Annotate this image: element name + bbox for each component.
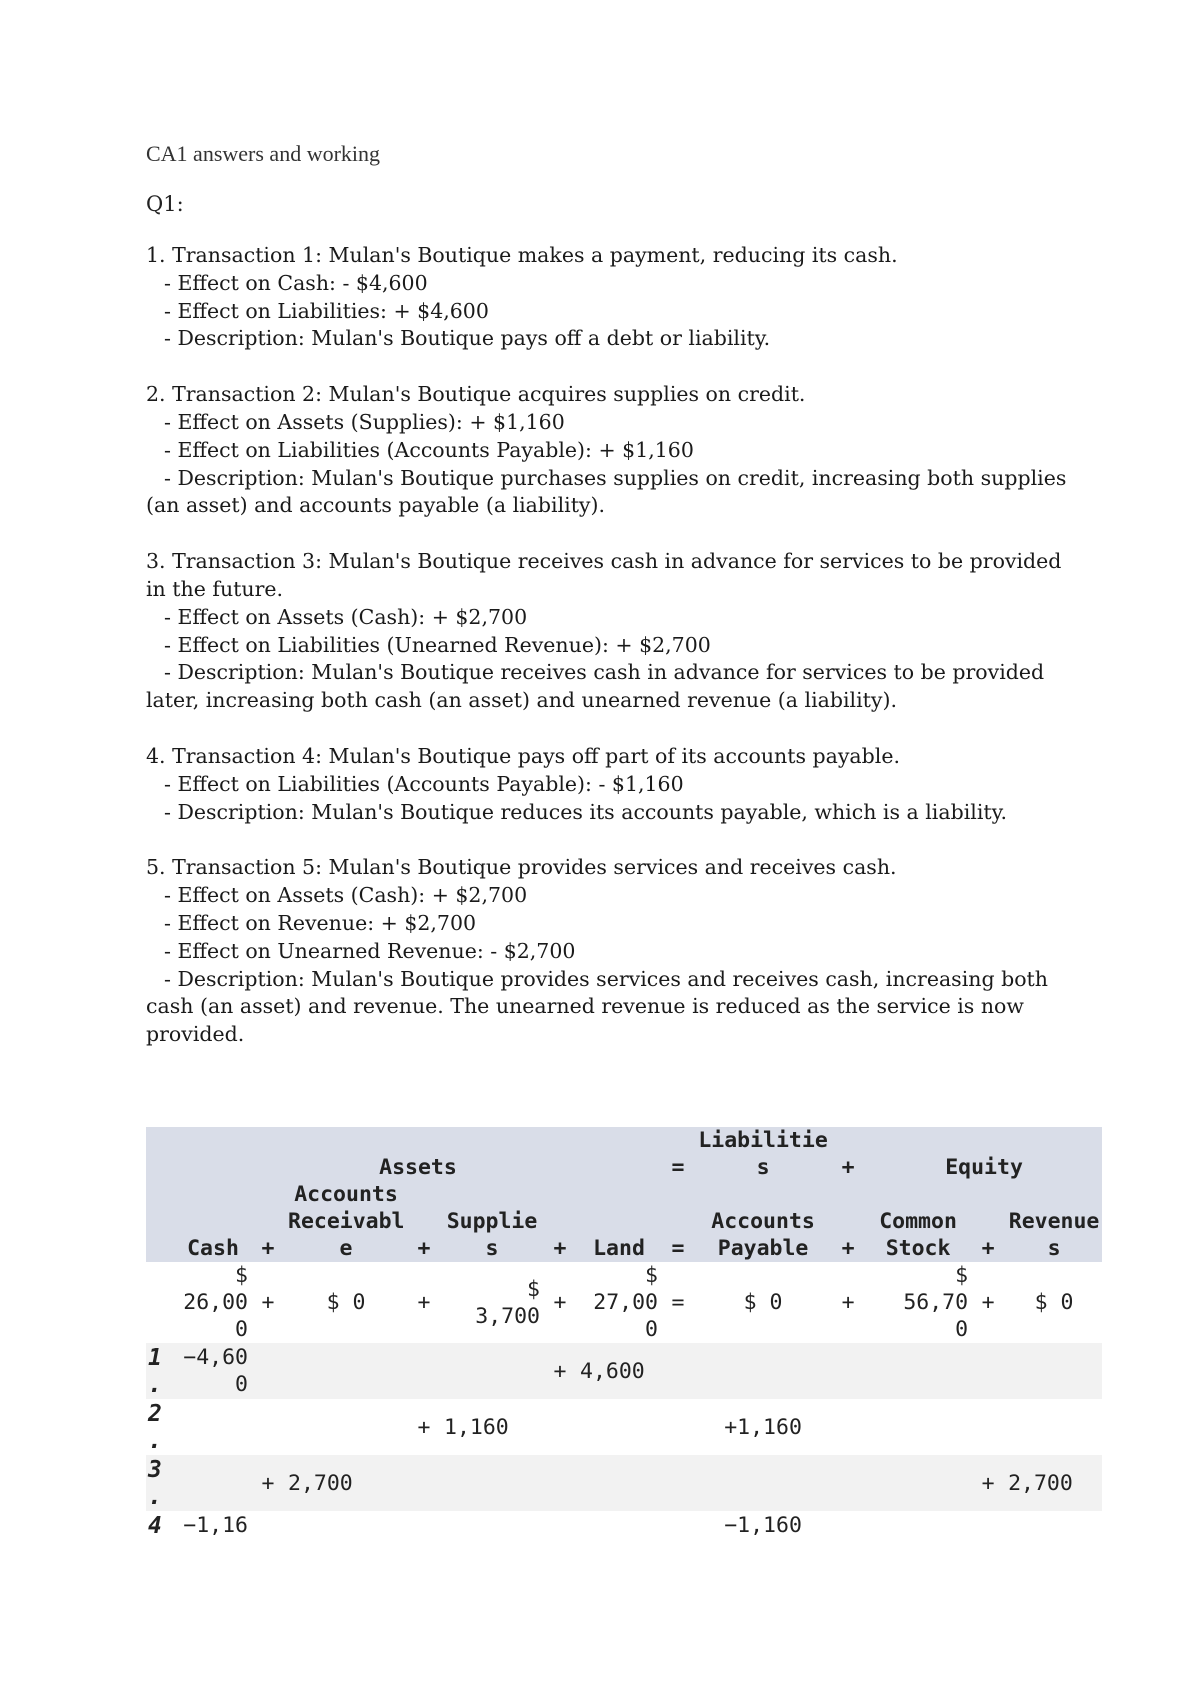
operator (830, 1511, 866, 1540)
description-line: - Description: Mulan's Boutique purchases supplies on credit, increasing both supplies (164, 465, 1067, 490)
equals-sign (660, 1399, 696, 1455)
equals-sign: = (671, 1290, 685, 1315)
equals-sign (660, 1455, 696, 1511)
operator (542, 1511, 578, 1540)
accounts-receivable-header: Receivabl (288, 1209, 405, 1234)
operator: + (841, 1290, 855, 1315)
accounts-payable-cell: −1,160 (724, 1513, 802, 1538)
land-cell: 4,600 (580, 1358, 645, 1384)
cash-cell: −1,16 (183, 1513, 248, 1538)
operator (406, 1343, 442, 1399)
transaction-heading: 1. Transaction 1: Mulan's Boutique makes a payment, reducing its cash. (146, 243, 898, 267)
common-stock-cell (866, 1455, 970, 1511)
operator: + (553, 1358, 567, 1384)
accounts-receivable-cell: 2,700 (288, 1470, 353, 1496)
liabilities-header: Liabilitie (698, 1128, 828, 1153)
transaction-heading: 3. Transaction 3: Mulan's Boutique receives cash in advance for services to be provided (146, 549, 1062, 574)
common-stock-cell: $ 56,70 0 (903, 1263, 969, 1342)
effect-line: - Effect on Assets (Supplies): + $1,160 (164, 409, 565, 434)
revenues-cell: 2,700 (1008, 1470, 1073, 1496)
supplies-cell (442, 1511, 542, 1540)
transaction-4 (146, 743, 1086, 826)
common-stock-cell (866, 1343, 970, 1399)
operator: + (417, 1414, 431, 1440)
effect-line: - Effect on Liabilities: + $4,600 (164, 298, 489, 323)
accounts-receivable-header: e (339, 1236, 353, 1261)
plus-sign: + (841, 1155, 855, 1180)
operator: + (981, 1470, 995, 1496)
description-line: - Description: Mulan's Boutique reduces its accounts payable, which is a liability. (164, 799, 1007, 824)
revenues-cell (1006, 1343, 1102, 1399)
operator: + (981, 1236, 995, 1261)
equals-sign: = (671, 1236, 685, 1261)
effect-line: - Effect on Revenue: + $2,700 (164, 910, 477, 935)
transaction-1 (146, 242, 1086, 353)
accounts-receivable-cell: $ 0 (326, 1290, 366, 1315)
revenues-cell (1006, 1399, 1102, 1455)
cash-cell: $ 26,00 0 (183, 1263, 248, 1342)
cash-cell (176, 1399, 250, 1455)
accounts-receivable-cell (286, 1343, 406, 1399)
effect-line: - Effect on Liabilities (Unearned Revenue): + $2,700 (164, 632, 711, 657)
cash-cell: −4,60 0 (183, 1345, 248, 1397)
row-number (146, 1262, 176, 1343)
operator (250, 1343, 286, 1399)
row-number: 2 . (148, 1401, 162, 1454)
transaction-heading: 2. Transaction 2: Mulan's Boutique acquires supplies on credit. (146, 382, 806, 407)
operator (970, 1343, 1006, 1399)
supplies-header: Supplie (446, 1209, 538, 1234)
revenues-header: s (1047, 1236, 1061, 1261)
row-number: 1 . (148, 1345, 162, 1398)
operator (970, 1511, 1006, 1540)
description-line-cont: cash (an asset) and revenue. The unearned revenue is reduced as the service is now (146, 994, 1024, 1019)
operator: + (261, 1290, 275, 1315)
land-cell (578, 1399, 660, 1455)
accounting-equation-table (146, 1127, 1102, 1540)
operator (406, 1455, 442, 1511)
accounts-payable-cell: $ 0 (743, 1290, 783, 1315)
accounts-payable-header: Accounts (711, 1209, 815, 1234)
land-cell (578, 1511, 660, 1540)
row-number: 3 . (148, 1457, 162, 1510)
cash-header: Cash (187, 1236, 239, 1261)
accounts-payable-cell: +1,160 (724, 1414, 802, 1440)
effect-line: - Effect on Liabilities (Accounts Payable): - $1,160 (164, 771, 684, 796)
operator (406, 1511, 442, 1540)
supplies-header: s (485, 1236, 499, 1261)
supplies-cell: $ 3,700 (475, 1276, 540, 1329)
operator: + (417, 1236, 431, 1261)
column-header-row-2 (146, 1208, 1102, 1235)
description-line: - Description: Mulan's Boutique pays off a debt or liability. (164, 326, 771, 351)
supplies-cell: 1,160 (444, 1414, 509, 1440)
operator (250, 1511, 286, 1540)
column-header-row-3 (146, 1235, 1102, 1262)
effect-line: - Effect on Assets (Cash): + $2,700 (164, 604, 528, 629)
table-row (146, 1399, 1102, 1455)
transaction-3 (146, 548, 1086, 715)
operator: + (261, 1470, 275, 1496)
transaction-heading-cont: in the future. (146, 576, 284, 601)
description-line: - Description: Mulan's Boutique provides services and receives cash, increasing both (164, 966, 1049, 991)
land-header: Land (593, 1236, 645, 1261)
accounts-receivable-cell (286, 1511, 406, 1540)
group-header-row-2 (146, 1154, 1102, 1181)
land-cell: $ 27,00 0 (593, 1263, 658, 1342)
operator (830, 1399, 866, 1455)
table-row (146, 1455, 1102, 1511)
accounts-receivable-header: Accounts (294, 1182, 398, 1207)
effect-line: - Effect on Unearned Revenue: - $2,700 (164, 938, 576, 963)
description-line-cont: later, increasing both cash (an asset) and unearned revenue (a liability). (146, 688, 897, 713)
land-cell (578, 1455, 660, 1511)
accounting-equation-table-wrap (146, 1127, 1100, 1540)
operator: + (553, 1236, 567, 1261)
operator: + (981, 1290, 995, 1315)
description-line: - Description: Mulan's Boutique receives cash in advance for services to be provided (164, 660, 1045, 685)
accounts-receivable-cell (286, 1399, 406, 1455)
operator (830, 1455, 866, 1511)
transaction-2 (146, 381, 1086, 520)
operator (542, 1399, 578, 1455)
operator: + (841, 1236, 855, 1261)
operator (250, 1399, 286, 1455)
column-header-row-1 (146, 1181, 1102, 1208)
operator: + (553, 1290, 567, 1315)
supplies-cell (442, 1343, 542, 1399)
transaction-heading: 5. Transaction 5: Mulan's Boutique provides services and receives cash. (146, 855, 897, 880)
common-stock-header: Stock (885, 1236, 951, 1261)
equals-sign: = (671, 1155, 685, 1180)
equals-sign (660, 1511, 696, 1540)
effect-line: - Effect on Assets (Cash): + $2,700 (164, 883, 528, 908)
common-stock-header: Common (879, 1209, 957, 1234)
supplies-cell (442, 1455, 542, 1511)
common-stock-cell (866, 1399, 970, 1455)
revenues-cell: $ 0 (1034, 1290, 1074, 1315)
description-line-cont: (an asset) and accounts payable (a liability). (146, 493, 606, 518)
operator (970, 1399, 1006, 1455)
accounts-payable-cell (696, 1343, 830, 1399)
common-stock-cell (866, 1511, 970, 1540)
operator (830, 1343, 866, 1399)
operator: + (417, 1290, 431, 1315)
accounts-payable-header: Payable (717, 1236, 809, 1261)
row-number: 4 (148, 1513, 162, 1539)
table-row (146, 1511, 1102, 1540)
equity-header: Equity (945, 1155, 1023, 1180)
table-row (146, 1262, 1102, 1343)
revenues-cell (1006, 1511, 1102, 1540)
transaction-5 (146, 854, 1086, 1049)
description-line-cont: provided. (146, 1022, 245, 1047)
document-title: CA1 answers and working (146, 141, 381, 166)
document-body (146, 140, 1086, 1077)
assets-header: Assets (379, 1155, 457, 1180)
question-label: Q1: (146, 192, 184, 216)
transaction-heading: 4. Transaction 4: Mulan's Boutique pays off part of its accounts payable. (146, 743, 900, 768)
group-header-row-1 (146, 1127, 1102, 1154)
table-row (146, 1343, 1102, 1399)
accounts-payable-cell (696, 1455, 830, 1511)
liabilities-header-cont: s (756, 1155, 770, 1180)
effect-line: - Effect on Cash: - $4,600 (164, 270, 428, 295)
revenues-header: Revenue (1008, 1209, 1100, 1234)
cash-cell (176, 1455, 250, 1511)
effect-line: - Effect on Liabilities (Accounts Payable): + $1,160 (164, 437, 694, 462)
equals-sign (660, 1343, 696, 1399)
operator (542, 1455, 578, 1511)
operator: + (261, 1236, 275, 1261)
